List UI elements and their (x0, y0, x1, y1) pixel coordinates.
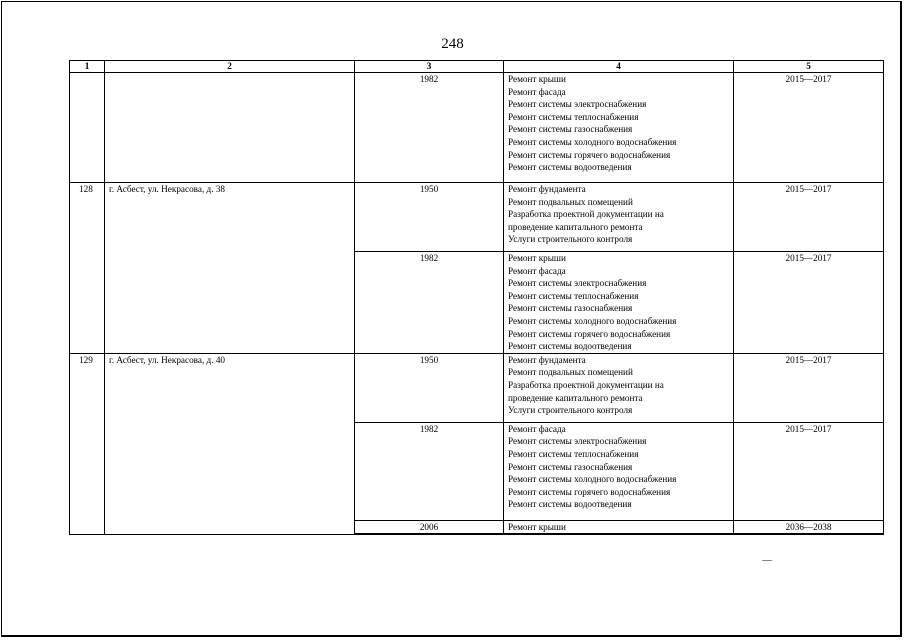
period-cell: 2015—2017 (734, 422, 884, 520)
works-cell (504, 183, 734, 252)
work-item: Ремонт крыши (508, 521, 566, 532)
work-item: Ремонт фасада (508, 265, 566, 276)
work-item: Ремонт системы электроснабжения (508, 99, 647, 110)
period-cell: 2015—2017 (734, 353, 884, 422)
work-item: проведение капитального ремонта (508, 392, 643, 403)
table-row (70, 73, 884, 183)
work-item: Разработка проектной документации на (508, 209, 664, 220)
work-item: Ремонт подвальных помещений (508, 367, 633, 378)
work-item: Ремонт системы электроснабжения (508, 278, 647, 289)
work-item: Ремонт системы холодного водоснабжения (508, 136, 677, 147)
year-cell: 2006 (355, 520, 504, 534)
column-header: 2 (105, 61, 355, 73)
column-header: 5 (734, 61, 884, 73)
work-item: Ремонт системы теплоснабжения (508, 290, 639, 301)
work-item: Ремонт подвальных помещений (508, 196, 633, 207)
work-item: Ремонт системы горячего водоснабжения (508, 149, 671, 160)
year-cell: 1950 (355, 183, 504, 252)
year-cell: 1950 (355, 353, 504, 422)
work-item: Разработка проектной документации на (508, 379, 664, 390)
period-cell: 2015—2017 (734, 252, 884, 354)
period-cell: 2036—2038 (734, 520, 884, 534)
work-item: Услуги строительного контроля (508, 405, 633, 416)
work-item: Ремонт системы горячего водоснабжения (508, 328, 671, 339)
works-cell (504, 73, 734, 183)
year-cell: 1982 (355, 422, 504, 520)
works-cell (504, 422, 734, 520)
period-cell: 2015—2017 (734, 183, 884, 252)
work-item: Услуги строительного контроля (508, 234, 633, 245)
column-header: 1 (70, 61, 105, 73)
address-cell (105, 73, 355, 183)
work-item: Ремонт системы теплоснабжения (508, 111, 639, 122)
repair-schedule-table (69, 60, 884, 535)
works-cell (504, 520, 734, 534)
work-item: Ремонт системы газоснабжения (508, 124, 633, 135)
work-item: Ремонт системы электроснабжения (508, 436, 647, 447)
row-number-cell (70, 73, 105, 183)
address-cell: г. Асбест, ул. Некрасова, д. 38 (105, 183, 355, 354)
address-cell: г. Асбест, ул. Некрасова, д. 40 (105, 353, 355, 534)
work-item: Ремонт системы горячего водоснабжения (508, 486, 671, 497)
row-number-cell: 128 (70, 183, 105, 354)
page-number: 248 (441, 36, 464, 52)
year-cell: 1982 (355, 252, 504, 354)
work-item: Ремонт фасада (508, 86, 566, 97)
work-item: Ремонт фасада (508, 423, 566, 434)
table-row (70, 353, 884, 422)
work-item: Ремонт системы газоснабжения (508, 461, 633, 472)
work-item: проведение капитального ремонта (508, 221, 643, 232)
work-item: Ремонт системы водоотведения (508, 341, 632, 352)
work-item: Ремонт крыши (508, 253, 566, 263)
work-item: Ремонт системы водоотведения (508, 162, 632, 173)
work-item: Ремонт системы холодного водоснабжения (508, 315, 677, 326)
work-item: Ремонт системы газоснабжения (508, 303, 633, 314)
table-row (70, 183, 884, 252)
scan-mark (762, 560, 772, 561)
year-cell: 1982 (355, 73, 504, 183)
work-item: Ремонт системы теплоснабжения (508, 448, 639, 459)
work-item: Ремонт фундамента (508, 354, 586, 365)
work-item: Ремонт фундамента (508, 184, 586, 194)
work-item: Ремонт системы холодного водоснабжения (508, 474, 677, 485)
column-header: 3 (355, 61, 504, 73)
header-row (70, 61, 884, 73)
column-header: 4 (504, 61, 734, 73)
row-number-cell: 129 (70, 353, 105, 534)
work-item: Ремонт крыши (508, 74, 566, 84)
works-cell (504, 252, 734, 354)
period-cell: 2015—2017 (734, 73, 884, 183)
work-item: Ремонт системы водоотведения (508, 499, 632, 510)
works-cell (504, 353, 734, 422)
